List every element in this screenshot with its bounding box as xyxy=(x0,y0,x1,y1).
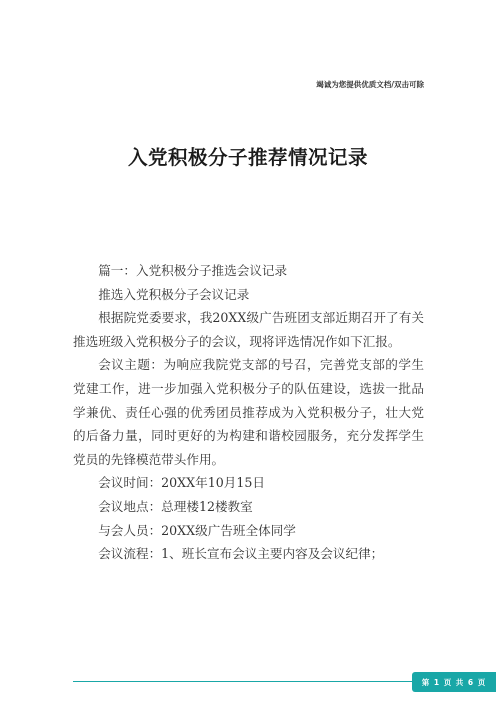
paragraph: 根据院党委要求，我20XX级广告班团支部近期召开了有关推选班级入党积极分子的会议，现将评选情况作如下汇报。 xyxy=(73,310,424,349)
document-body xyxy=(73,259,424,566)
paragraph: 会议主题：为响应我院党支部的号召，完善党支部的学生党建工作，进一步加强入党积极分子的队伍建设，选拔一批品学兼优、责任心强的优秀团员推荐成为入党积极分子，壮大党的后备力量，同时更好的为构建和谐校园服务，充分发挥学生党员的先锋模范带头作用。 xyxy=(73,357,424,467)
footer-divider xyxy=(73,681,413,682)
paragraph: 推选入党积极分子会议记录 xyxy=(98,286,250,302)
paragraph: 会议时间：20XX年10月15日 xyxy=(98,475,265,491)
paragraph: 篇一：入党积极分子推选会议记录 xyxy=(98,263,288,278)
paragraph: 会议流程：1、班长宣布会议主要内容及会议纪律； xyxy=(98,546,384,562)
paragraph: 会议地点：总理楼12楼教室 xyxy=(98,498,253,514)
page-footer xyxy=(0,672,496,692)
page-number-badge: 第 1 页 共 6 页 xyxy=(412,672,496,692)
paragraph: 与会人员：20XX级广告班全体同学 xyxy=(98,522,296,538)
document-title: 入党积极分子推荐情况记录 xyxy=(127,146,368,169)
header-note: 竭诚为您提供优质文档/双击可除 xyxy=(316,80,424,89)
